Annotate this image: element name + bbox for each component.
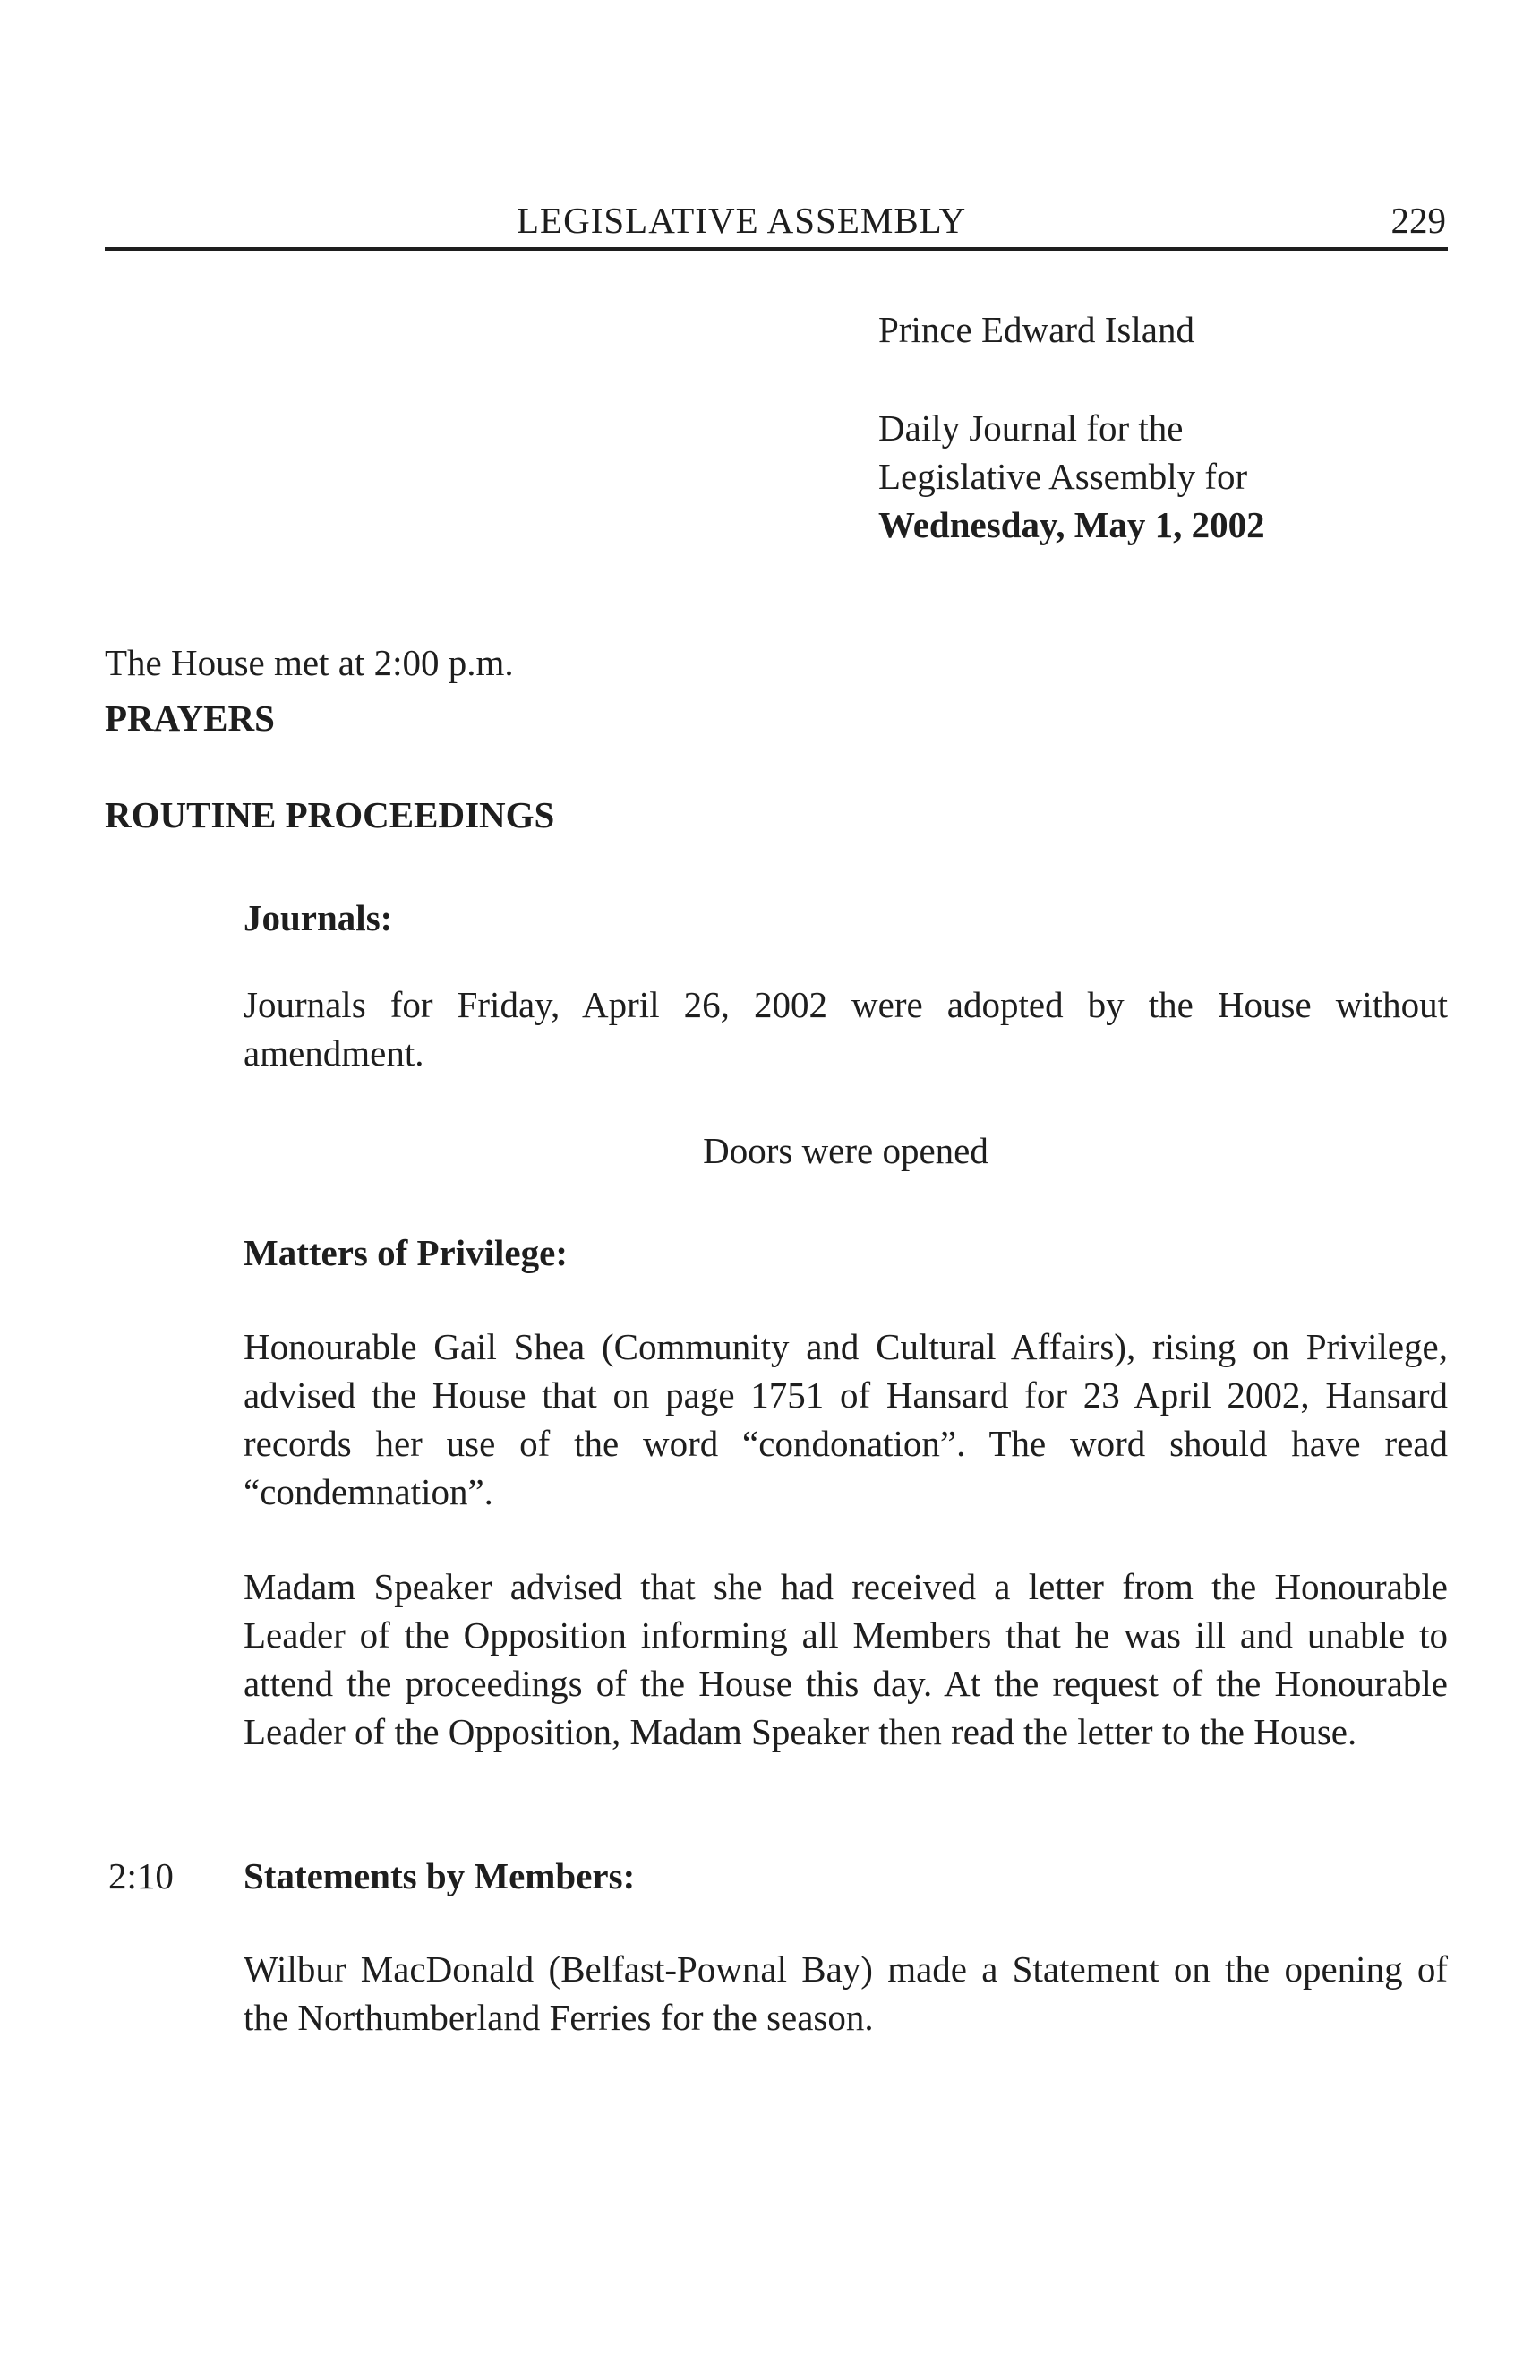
statements-heading: Statements by Members: <box>244 1855 636 1896</box>
house-met-time: The House met at 2:00 p.m. <box>105 642 514 683</box>
statements-time: 2:10 <box>108 1855 174 1896</box>
journal-date: Wednesday, May 1, 2002 <box>878 504 1265 545</box>
privilege-paragraph-2: Madam Speaker advised that she had received a letter from the Honourable Leader of the Opposition informing all Members that he was ill and unable to attend the proceedings of the House this day. At the request of the Honourable Leader of the Opposition, Madam Speaker then read the letter to the House. <box>244 1566 1448 1752</box>
journal-title-line-2: Legislative Assembly for <box>878 456 1248 497</box>
privilege-paragraph-1: Honourable Gail Shea (Community and Cultural Affairs), rising on Privilege, advised the House that on page 1751 of Hansard for 23 April 2002, Hansard records her use of the word “condonation”. The word should have read “condemnation”. <box>244 1326 1448 1512</box>
doors-opened-note: Doors were opened <box>703 1130 988 1171</box>
province-name: Prince Edward Island <box>878 309 1194 350</box>
privilege-heading: Matters of Privilege: <box>244 1232 568 1273</box>
statements-text: Wilbur MacDonald (Belfast-Pownal Bay) made a Statement on the opening of the Northumberland Ferries for the season. <box>244 1948 1448 2038</box>
journal-title-line-1: Daily Journal for the <box>878 407 1184 449</box>
page-number: 229 <box>1390 200 1446 241</box>
journals-text: Journals for Friday, April 26, 2002 were adopted by the House without amendment. <box>244 984 1448 1074</box>
journals-heading: Journals: <box>244 897 393 938</box>
prayers-heading: PRAYERS <box>105 698 275 739</box>
header-rule <box>105 247 1448 251</box>
routine-proceedings-heading: ROUTINE PROCEEDINGS <box>105 794 555 835</box>
running-header-title: LEGISLATIVE ASSEMBLY <box>517 200 967 241</box>
